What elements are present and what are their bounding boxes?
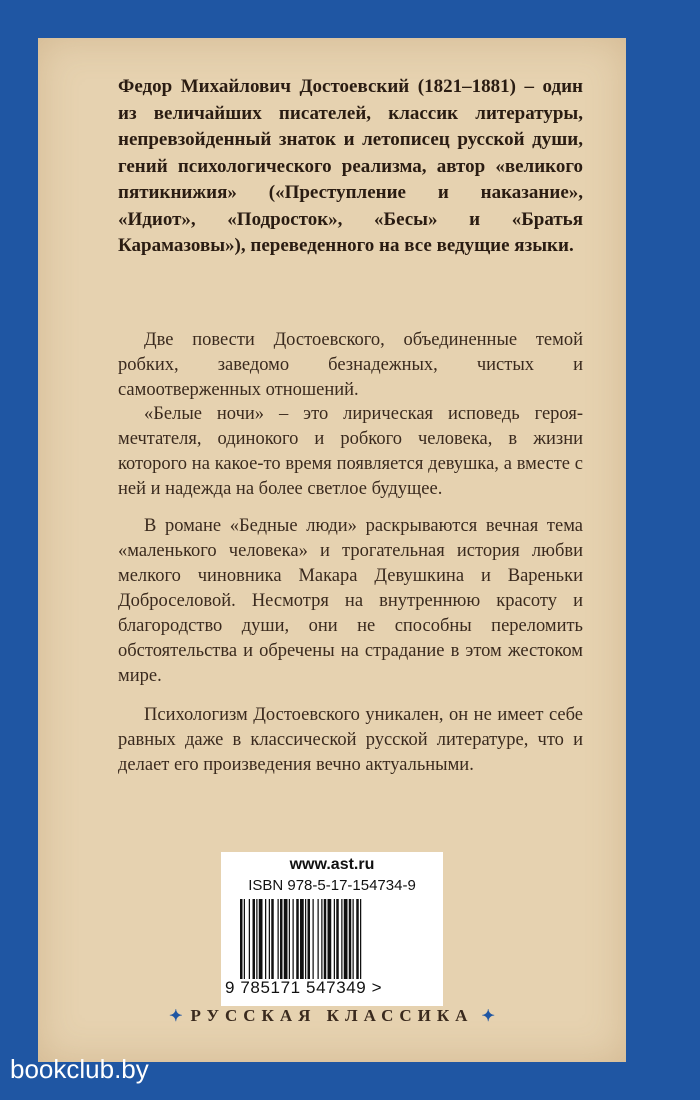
- description-paragraph-1: Две повести Достоевского, объединенные темой робких, заведомо безнадежных, чистых и самоотверженных отношений.: [118, 330, 583, 400]
- barcode-digits: 9 785171 547349 >: [225, 978, 383, 997]
- series-title: РУССКАЯ КЛАССИКА: [190, 1006, 474, 1025]
- ornament-star-icon: ✦: [481, 1008, 495, 1025]
- ornament-star-icon: ✦: [169, 1008, 183, 1025]
- back-cover-panel: [38, 38, 626, 1062]
- isbn-number: ISBN 978-5-17-154734-9: [248, 877, 416, 894]
- description-paragraph-3: В романе «Бедные люди» раскрываются вечная тема «маленького человека» и трогательная история любви мелкого чиновника Макара Девушкина и Вареньки Доброселовой. Несмотря на внутреннюю красоту и благородство души, они не способны переломить обстоятельства и обречены на страдание в этом жестоком мире.: [118, 516, 583, 686]
- watermark-logo: bookclub.by: [10, 1054, 149, 1084]
- barcode-graphic: [239, 899, 429, 979]
- author-bio: Федор Михайлович Достоевский (1821–1881) – один из величайших писателей, классик литературы, непревзойденный знаток и летописец русской души, гений психологического реализма, автор «великого пятикнижия» («Преступление и наказание», «Идиот», «Подросток», «Бесы» и «Братья Карамазовы»), переведенного на все ведущие языки.: [118, 76, 583, 256]
- isbn-barcode-block: [221, 852, 443, 1006]
- description-paragraph-2: «Белые ночи» – это лирическая исповедь героя-мечтателя, одинокого и робкого человека, в жизни которого на какое-то время появляется девушка, а вместе с ней и надежда на более светлое будущее.: [118, 404, 583, 499]
- description-paragraph-4: Психологизм Достоевского уникален, он не имеет себе равных даже в классической русской литературе, что и делает его произведения вечно актуальными.: [118, 705, 583, 775]
- series-label: [38, 1006, 626, 1026]
- publisher-website: www.ast.ru: [289, 856, 375, 873]
